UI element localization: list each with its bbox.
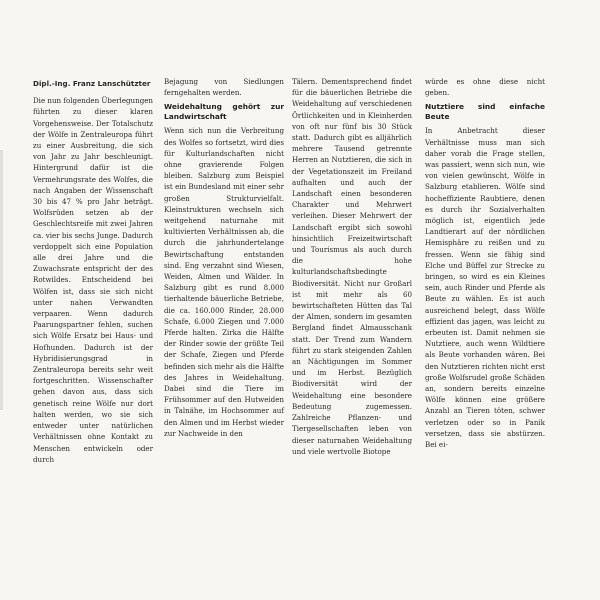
column-4-intro: würde es ohne diese nicht geben. bbox=[425, 77, 545, 98]
column-2-text: Wenn sich nun die Verbreitung des Wolfes so fortsetzt, wird dies für Kulturlandschaften nicht ohne gravierende Folgen bleiben. Salzburg zum Beispiel ist ein Bundesland mit einer sehr großen Strukturvielfalt. Kleinstrukturen wechseln sich weitgehend naturnahe mit kultivierten Verhältnissen ab, die durch die jahrhundertelange Bewirtschaftung entstanden sind. Eng verzahnt sind Wiesen, Weiden, Almen und Wälder. In Salzburg gibt es rund 8.000 tierhaltende bäuerliche Betriebe, die ca. 160.000 Rinder, 28.000 Schafe, 6.000 Ziegen und 7.000 Pferde halten. Zirka die Hälfte der Rinder sowie der größte Teil der Schafe, Ziegen und Pferde befinden sich mehr als die Hälfte des Jahres in Weidehaltung. Dabei sind die Tiere im Frühsommer auf den Hutweiden in Talnähe, im Hochsommer auf den Almen und im Herbst wieder zur Nachweide in den bbox=[164, 126, 284, 438]
article-column-4 bbox=[425, 76, 545, 450]
column-2-intro: Bejagung von Siedlungen ferngehalten werden. bbox=[164, 77, 284, 98]
page-edge-shadow bbox=[0, 150, 3, 410]
article-column-2 bbox=[164, 76, 284, 439]
column-1-text: Die nun folgenden Überlegungen führten zu dieser klaren Vorgehensweise. Der Totalschutz der Wölfe in Zentraleuropa führt zu einer Ausbreitung, die sich von Jahr zu Jahr beschleunigt. Hintergrund dafür ist die Vermehrungsrate des Wolfes, die nach Angaben der Wissenschaft 30 bis 47 % pro Jahr beträgt. Wolfsrüden setzen ab der Geschlechtsreife mit zwei Jahren ca. vier bis sechs Junge. Dadurch verdoppelt sich eine Population alle drei Jahre und die Zuwachsrate entspricht der des Rotwildes. Entscheidend bei Wölfen ist, dass sie sich nicht unter nahen Verwandten verpaaren. Wenn dadurch Paarungspartner fehlen, suchen sich Wölfe Ersatz bei Haus- und Hofhunden. Dadurch ist der Hybridisierungsgrad in Zentraleuropa bereits sehr weit fortgeschritten. Wissenschafter gehen davon aus, dass sich genetisch reine Wölfe nur dort halten werden, wo sie sich entweder unter natürlichen Verhältnissen ohne Kontakt zu Menschen entwickeln oder durch bbox=[33, 96, 154, 464]
column-4-text: In Anbetracht dieser Verhältnisse muss man sich daher vorab die Frage stellen, was passiert, wenn sich nun, wie von vielen gewünscht, Wölfe in Salzburg etablieren. Wölfe sind hocheffiziente Raubtiere, denen es durch ihr Sozialverhalten möglich ist, eigentlich jede Landtierart auf der nördlichen Hemisphäre zu reißen und zu fressen. Wenn sie fähig sind Elche und Büffel zur Strecke zu bringen, so wird es ein Kleines sein, auch Rinder und Pferde als Beute zu wählen. Es ist auch ausreichend belegt, dass Wölfe effizient das jagen, was leicht zu erbeuten ist. Damit nehmen sie Nutztiere, auch wenn Wildtiere als Beute vorhanden wären. Bei den Nutztieren richten nicht erst große Wolfsrudel große Schäden an, sondern bereits einzelne Wölfe können eine größere Anzahl an Tieren töten, schwer verletzen oder so in Panik versetzen, dass sie abstürzen. Bei ei- bbox=[425, 126, 545, 450]
column-3-text: Tälern. Dementsprechend findet für die bäuerlichen Betriebe die Weidehaltung auf verschiedenen Örtlichkeiten und in Kleinherden von oft nur fünf bis 30 Stück statt. Dadurch gibt es alljährlich mehrere Tausend getrennte Herren an Nutztieren, die sich in der Vegetationszeit im Freiland aufhalten und auch der Landschaft einen besonderen Charakter und Mehrwert verleihen. Dieser Mehrwert der Landschaft ergibt sich sowohl hinsichtlich Freizeitwirtschaft und Tourismus als auch durch die hohe kulturlandschaftsbedingte Biodiversität. Nicht nur Großarl ist mit mehr als 60 bewirtschafteten Hütten das Tal der Almen, sondern im gesamten Bergland findet Almausschank statt. Der Trend zum Wandern führt zu stark steigenden Zahlen an Nächtigungen im Sommer und im Herbst. Bezüglich Biodiversität wird der Weidehaltung eine besondere Bedeutung zugemessen. Zahlreiche Pflanzen- und Tiergesellschaften leben von dieser naturnahen Weidehaltung und viele wertvolle Biotope bbox=[292, 77, 412, 456]
article-column-3 bbox=[292, 76, 412, 457]
author-byline: Dipl.-Ing. Franz Lanschützter bbox=[33, 79, 151, 88]
section-heading-weidehaltung: Weidehaltung gehört zur Landwirtschaft bbox=[164, 102, 284, 122]
article-column-1 bbox=[33, 78, 153, 465]
section-heading-nutztiere: Nutztiere sind einfache Beute bbox=[425, 102, 545, 122]
